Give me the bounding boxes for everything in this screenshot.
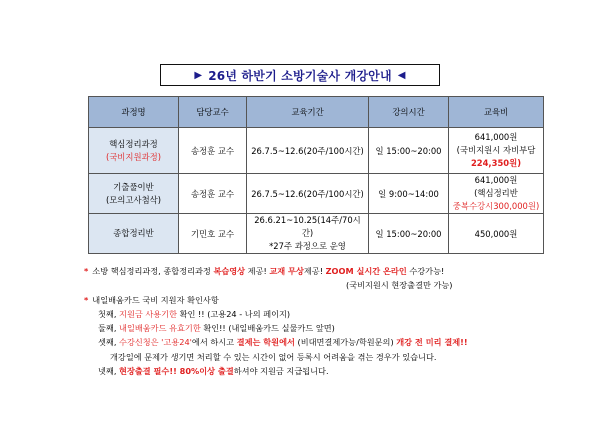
note-line-6 xyxy=(84,335,584,349)
period-text: 26.6.21~10.25(14주/70시간) xyxy=(254,215,361,238)
note-text: 제공! xyxy=(245,266,270,276)
table-row xyxy=(89,214,544,254)
note-text: 첫째, xyxy=(98,308,120,319)
note-text: 수강가능! xyxy=(406,266,445,276)
time-cell: 일 15:00~20:00 xyxy=(369,128,449,174)
note-highlight: 지원금 사용기한 xyxy=(119,308,177,319)
period-cell xyxy=(247,214,369,254)
note-text: 에서 하시고 xyxy=(191,337,237,348)
note-highlight: ZOOM 실시간 온라인 xyxy=(325,266,407,276)
course-name-sub: (모의고사첨삭) xyxy=(105,194,162,205)
course-name: 종합정리반 xyxy=(113,228,154,238)
note-highlight: 결제는 학원에서 xyxy=(236,337,295,348)
note-highlight: 내일배움카드 유효기한 xyxy=(119,323,201,334)
header-period: 교육기간 xyxy=(247,97,369,128)
right-pointer-icon: ▶ xyxy=(194,69,203,81)
header-course: 과정명 xyxy=(89,97,179,128)
note-highlight: 수강신청은 '고용24' xyxy=(119,337,192,348)
note-line-2: (국비지원시 현장출결만 가능) xyxy=(346,280,453,291)
note-line-4 xyxy=(84,307,584,321)
note-highlight: 개강 전 미리 결제!! xyxy=(396,337,468,348)
course-name-sub: (국비지원과정) xyxy=(105,151,162,162)
note-line-8 xyxy=(84,364,584,378)
note-line-7: 개강일에 문제가 생기면 처리할 수 있는 시간이 없어 등록시 어려움을 겪는 경우가 있습니다. xyxy=(110,351,437,362)
header-fee: 교육비 xyxy=(449,97,544,128)
note-text: 하셔야 지원금 지급됩니다. xyxy=(233,366,329,377)
star-bullet: * xyxy=(84,266,89,276)
table-row xyxy=(89,128,544,174)
fee-cell: 450,000원 xyxy=(449,214,544,254)
note-text: 둘째, xyxy=(98,323,120,334)
note-text: 확인 !! (고용24 - 나의 페이지) xyxy=(177,308,291,319)
note-text: 넷째, xyxy=(98,366,120,377)
fee-cell xyxy=(449,174,544,214)
note-highlight: 현장출결 필수!! 80%이상 출결 xyxy=(119,366,234,377)
period-note: *27주 과정으로 운영 xyxy=(269,241,346,251)
note-line-1 xyxy=(84,264,584,278)
professor-cell: 송정훈 교수 xyxy=(179,128,247,174)
fee-red-line: 중복수강시300,000원) xyxy=(452,201,540,211)
note-line-5 xyxy=(84,321,584,335)
fee-line: 641,000원 xyxy=(474,175,518,185)
fee-line: 641,000원 xyxy=(474,132,518,142)
course-name: 핵심정리과정 xyxy=(109,138,158,149)
star-bullet: * xyxy=(84,294,89,305)
course-name: 기출풀이반 xyxy=(113,181,154,192)
left-pointer-icon: ◀ xyxy=(397,69,406,81)
period-cell: 26.7.5~12.6(20주/100시간) xyxy=(247,174,369,214)
title-box xyxy=(160,64,440,86)
note-highlight: 교재 무상 xyxy=(269,266,304,276)
note-text: 확인!! (내일배움카드 실물카드 앞면) xyxy=(200,323,335,334)
note-text: (비대면결제가능/학원문의) xyxy=(294,337,397,348)
page-title: 26년 하반기 소방기술사 개강안내 xyxy=(208,68,392,83)
header-professor: 담당교수 xyxy=(179,97,247,128)
note-text: 소방 핵심정리과정, 종합정리과정 xyxy=(92,266,214,276)
course-name-cell xyxy=(89,174,179,214)
time-cell: 일 9:00~14:00 xyxy=(369,174,449,214)
table-row xyxy=(89,174,544,214)
period-cell: 26.7.5~12.6(20주/100시간) xyxy=(247,128,369,174)
note-line-3 xyxy=(84,293,584,307)
note-text: 제공! xyxy=(303,266,326,276)
professor-cell: 송정훈 교수 xyxy=(179,174,247,214)
course-name-cell xyxy=(89,214,179,254)
notes xyxy=(84,264,584,378)
fee-line: (핵심정리반 xyxy=(474,188,518,198)
professor-cell: 기민호 교수 xyxy=(179,214,247,254)
note-text: 셋째, xyxy=(98,337,120,348)
fee-red-line: 224,350원) xyxy=(470,158,522,168)
note-text: 내일배움카드 국비 지원자 확인사항 xyxy=(92,294,219,305)
course-table xyxy=(88,96,544,254)
course-name-cell xyxy=(89,128,179,174)
header-time: 강의시간 xyxy=(369,97,449,128)
fee-line: (국비지원시 자비부담 xyxy=(456,145,536,155)
fee-cell xyxy=(449,128,544,174)
table-header-row xyxy=(89,97,544,128)
time-cell: 일 15:00~20:00 xyxy=(369,214,449,254)
note-highlight: 복습영상 xyxy=(213,266,246,276)
